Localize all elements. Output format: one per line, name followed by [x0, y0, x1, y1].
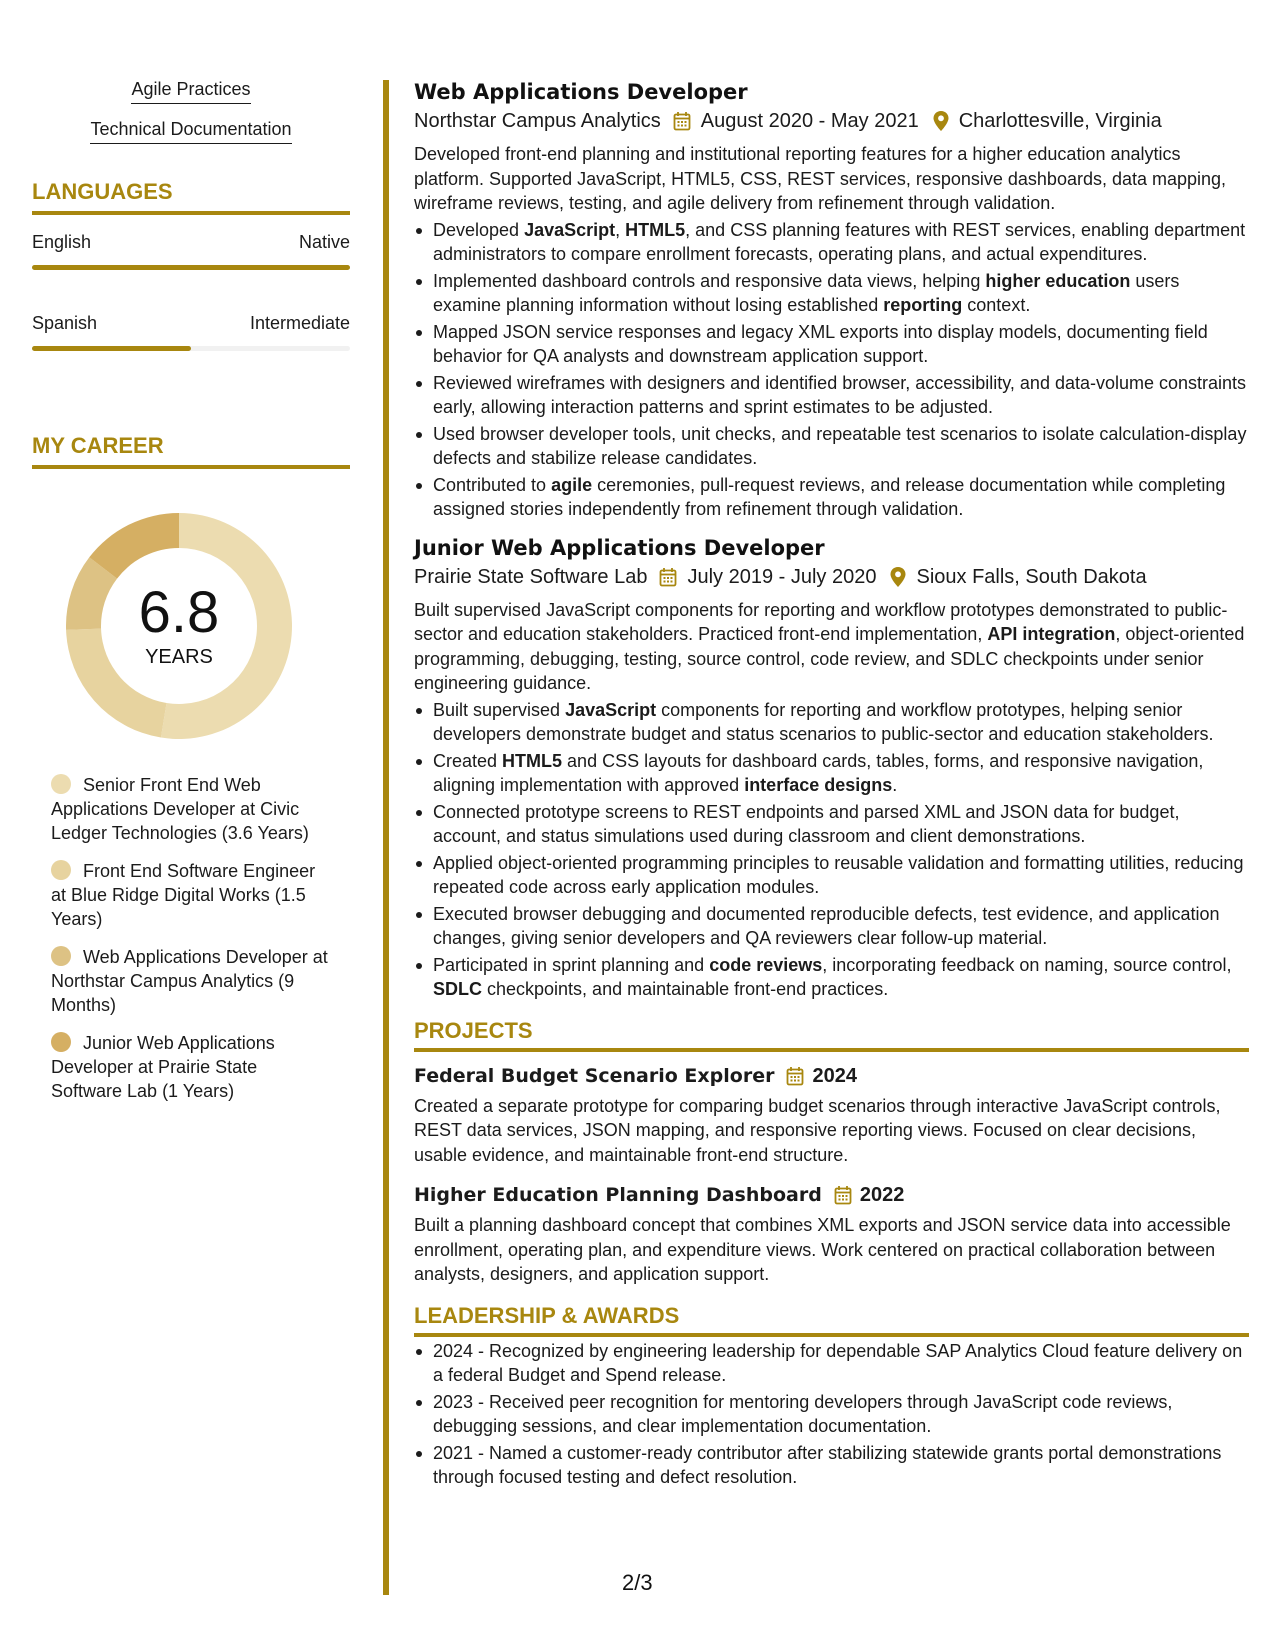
- job-bullet: Contributed to agile ceremonies, pull-request reviews, and release documentation while completing assigned stories independently from refinement through validation.: [414, 473, 1249, 522]
- job-title: Junior Web Applications Developer: [414, 535, 825, 560]
- job-company: Northstar Campus Analytics: [414, 110, 661, 132]
- job-summary: Developed front-end planning and institutional reporting features for a higher education analytics platform. Supported JavaScript, HTML5, CSS, REST services, responsive dashboards, data mapping, wireframe reviews, testing, and agile delivery from refinement through validation.: [414, 144, 1227, 213]
- job-bullet: Created HTML5 and CSS layouts for dashboard cards, tables, forms, and responsive navigation, aligning implementation with approved interface designs.: [414, 749, 1249, 798]
- award-item: 2023 - Received peer recognition for mentoring developers through JavaScript code reviews, debugging sessions, and clear implementation documentation.: [414, 1390, 1249, 1439]
- project-year: 2024: [812, 1064, 857, 1087]
- job-bullet: Participated in sprint planning and code reviews, incorporating feedback on naming, source control, SDLC checkpoints, and maintainable front-end practices.: [414, 953, 1249, 1002]
- career-total-unit: YEARS: [145, 646, 213, 668]
- project-entry: [414, 1062, 1249, 1168]
- column-divider: [383, 80, 389, 1595]
- calendar-icon: [786, 1066, 804, 1086]
- job-bullet: Executed browser debugging and documented reproducible defects, test evidence, and application changes, giving senior developers and QA reviewers clear follow-up material.: [414, 902, 1249, 951]
- job-title: Web Applications Developer: [414, 80, 748, 104]
- legend-dot: [51, 1032, 71, 1052]
- job-bullet: Developed JavaScript, HTML5, and CSS planning features with REST services, enabling department administrators to compare enrollment forecasts, operating plans, and actual expenditures.: [414, 218, 1249, 267]
- job-entry: [414, 534, 1249, 1002]
- language-level-fill: [32, 346, 191, 351]
- legend-item: Senior Front End Web Applications Developer at Civic Ledger Technologies (3.6 Years): [51, 775, 309, 843]
- map-pin-icon: [933, 111, 949, 131]
- job-dates: July 2019 - July 2020: [687, 565, 877, 588]
- calendar-icon: [659, 567, 677, 587]
- job-bullet: Built supervised JavaScript components for reporting and workflow prototypes, helping senior developers demonstrate budget and status scenarios to public-sector and education stakeholders.: [414, 698, 1249, 747]
- language-level: Intermediate: [249, 313, 350, 333]
- languages-heading: LANGUAGES: [32, 179, 350, 215]
- project-title: Higher Education Planning Dashboard: [414, 1184, 822, 1206]
- job-bullet: Connected prototype screens to REST endpoints and parsed XML and JSON data for budget, account, and status simulations used during classroom and client demonstrations.: [414, 800, 1249, 849]
- calendar-icon: [834, 1185, 852, 1205]
- job-bullets: [414, 698, 1249, 1002]
- project-header: [414, 1181, 1249, 1209]
- career-total: [66, 513, 292, 739]
- language-name: Spanish: [32, 313, 98, 333]
- language-level-bar: [32, 346, 350, 351]
- page-number: 2/3: [622, 1570, 653, 1595]
- job-bullet: Applied object-oriented programming principles to reusable validation and formatting utilities, reducing repeated code across early application modules.: [414, 851, 1249, 900]
- skill-item: Technical Documentation: [32, 118, 350, 144]
- award-item: 2021 - Named a customer-ready contributor after stabilizing statewide grants portal demonstrations through focused testing and defect resolution.: [414, 1441, 1249, 1490]
- job-bullet: Implemented dashboard controls and responsive data views, helping higher education users examine planning information without losing established reporting context.: [414, 269, 1249, 318]
- project-title: Federal Budget Scenario Explorer: [414, 1064, 775, 1087]
- project-description: Built a planning dashboard concept that combines XML exports and JSON service data into accessible enrollment, operating plan, and expenditure views. Work centered on practical collaboration between analysts, designers, and application support.: [414, 1215, 1231, 1284]
- job-bullet: Mapped JSON service responses and legacy XML exports into display models, documenting field behavior for QA analysts and downstream application support.: [414, 320, 1249, 369]
- legend-dot: [51, 946, 71, 966]
- legend-item: Junior Web Applications Developer at Prairie State Software Lab (1 Years): [51, 1033, 275, 1101]
- awards-heading: LEADERSHIP & AWARDS: [414, 1303, 1249, 1337]
- skill-item: Agile Practices: [32, 78, 350, 104]
- main-content: [414, 78, 1249, 1492]
- job-meta: [414, 108, 1249, 134]
- awards-list: [414, 1339, 1249, 1490]
- career-donut-chart: [66, 513, 292, 739]
- job-bullet: Used browser developer tools, unit checks, and repeatable test scenarios to isolate calculation-display defects and stabilize release candidates.: [414, 422, 1249, 471]
- legend-dot: [51, 774, 71, 794]
- legend-dot: [51, 860, 71, 880]
- legend-item: Web Applications Developer at Northstar Campus Analytics (9 Months): [51, 947, 328, 1015]
- job-dates: August 2020 - May 2021: [700, 110, 919, 132]
- job-location: Sioux Falls, South Dakota: [916, 565, 1147, 588]
- job-location: Charlottesville, Virginia: [958, 110, 1162, 132]
- project-year: 2022: [859, 1184, 905, 1206]
- job-entry: [414, 78, 1249, 522]
- language-row: [32, 231, 350, 253]
- calendar-icon: [673, 111, 691, 131]
- job-company: Prairie State Software Lab: [414, 565, 648, 588]
- project-header: [414, 1062, 1249, 1090]
- award-item: 2024 - Recognized by engineering leadership for dependable SAP Analytics Cloud feature delivery on a federal Budget and Spend release.: [414, 1339, 1249, 1388]
- job-bullet: Reviewed wireframes with designers and identified browser, accessibility, and data-volume constraints early, allowing interaction patterns and sprint estimates to be adjusted.: [414, 371, 1249, 420]
- job-summary: Built supervised JavaScript components for reporting and workflow prototypes demonstrated to public-sector and education stakeholders. Practiced front-end implementation, API integration, object-oriented programming, debugging, testing, source control, code review, and SDLC checkpoints under senior engineering guidance.: [414, 599, 1245, 693]
- language-level: Native: [298, 232, 350, 252]
- map-pin-icon: [890, 567, 906, 587]
- job-bullets: [414, 218, 1249, 522]
- project-entry: [414, 1181, 1249, 1287]
- language-name: English: [32, 232, 92, 252]
- project-description: Created a separate prototype for comparing budget scenarios through interactive JavaScript controls, REST data services, JSON mapping, and responsive reporting views. Focused on clear decisions, usable evidence, and maintainable front-end structure.: [414, 1095, 1221, 1165]
- language-row: [32, 312, 350, 334]
- projects-heading: PROJECTS: [414, 1018, 1249, 1052]
- legend-item: Front End Software Engineer at Blue Ridge Digital Works (1.5 Years): [51, 861, 316, 929]
- sidebar: [32, 78, 350, 1117]
- career-heading: MY CAREER: [32, 433, 350, 469]
- career-legend: [51, 773, 331, 1103]
- career-total-value: 6.8: [138, 580, 220, 645]
- job-meta: [414, 564, 1249, 590]
